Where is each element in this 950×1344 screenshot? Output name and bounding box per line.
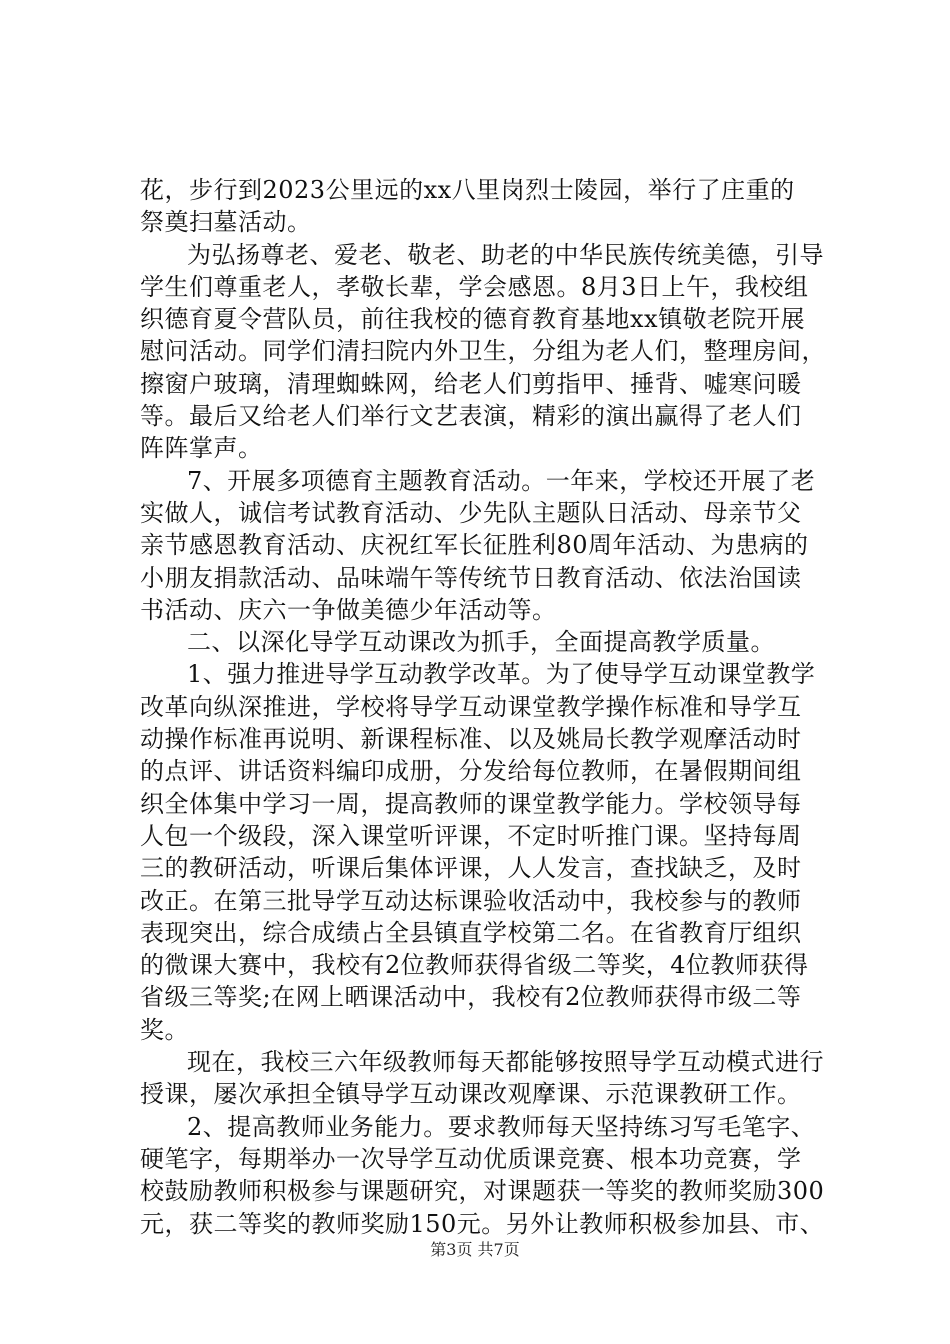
page-footer: 第3页 共7页: [430, 1240, 520, 1259]
text-line: 动操作标准再说明、新课程标准、以及姚局长教学观摩活动时: [140, 725, 802, 754]
text-line: 为弘扬尊老、爱老、敬老、助老的中华民族传统美德，引导: [187, 240, 824, 269]
text-line: 实做人，诚信考试教育活动、少先队主题队日活动、母亲节父: [140, 498, 802, 527]
text-line: 1、强力推进导学互动教学改革。为了使导学互动课堂教学: [187, 660, 816, 689]
text-line: 花，步行到2023公里远的xx八里岗烈士陵园，举行了庄重的: [140, 176, 795, 204]
text-line: 元，获二等奖的教师奖励150元。另外让教师积极参加县、市、: [140, 1209, 825, 1238]
text-line: 二、以深化导学互动课改为抓手，全面提高教学质量。: [187, 628, 775, 657]
text-line: 人包一个级段，深入课堂听评课，不定时听推门课。坚持每周: [140, 821, 802, 850]
text-line: 校鼓励教师积极参与课题研究，对课题获一等奖的教师奖励300: [140, 1177, 825, 1206]
text-line: 授课，屡次承担全镇导学互动课改观摩课、示范课教研工作。: [140, 1080, 802, 1109]
text-line: 等。最后又给老人们举行文艺表演，精彩的演出赢得了老人们: [140, 402, 802, 431]
text-line: 祭奠扫墓活动。: [140, 208, 312, 237]
text-line: 7、开展多项德育主题教育活动。一年来，学校还开展了老: [187, 466, 816, 495]
text-line: 书活动、庆六一争做美德少年活动等。: [140, 595, 557, 624]
text-line: 三的教研活动，听课后集体评课，人人发言，查找缺乏，及时: [140, 854, 802, 883]
text-line: 改正。在第三批导学互动达标课验收活动中，我校参与的教师: [140, 886, 802, 915]
text-line: 现在，我校三六年级教师每天都能够按照导学互动模式进行: [187, 1048, 824, 1077]
text-line: 表现突出，综合成绩占全县镇直学校第二名。在省教育厅组织: [140, 918, 802, 947]
text-line: 阵阵掌声。: [140, 434, 263, 463]
text-line: 擦窗户玻璃，清理蜘蛛网，给老人们剪指甲、捶背、嘘寒问暖: [140, 369, 802, 398]
text-line: 的微课大赛中，我校有2位教师获得省级二等奖，4位教师获得: [140, 951, 809, 980]
text-line: 硬笔字，每期举办一次导学互动优质课竞赛、根本功竞赛，学: [140, 1144, 802, 1173]
text-line: 织全体集中学习一周，提高教师的课堂教学能力。学校领导每: [140, 789, 802, 818]
text-line: 学生们尊重老人，孝敬长辈，学会感恩。8月3日上午，我校组: [140, 272, 809, 301]
text-line: 奖。: [140, 1015, 189, 1044]
text-line: 的点评、讲话资料编印成册，分发给每位教师，在暑假期间组: [140, 757, 802, 786]
text-line: 小朋友捐款活动、品味端午等传统节日教育活动、依法治国读: [140, 563, 802, 592]
document-body: [140, 174, 840, 1240]
text-line: 省级三等奖;在网上晒课活动中，我校有2位教师获得市级二等: [140, 983, 802, 1012]
text-line: 改革向纵深推进，学校将导学互动课堂教学操作标准和导学互: [140, 692, 802, 721]
text-line: 慰问活动。同学们清扫院内外卫生，分组为老人们，整理房间，: [140, 337, 826, 366]
text-line: 亲节感恩教育活动、庆祝红军长征胜利80周年活动、为患病的: [140, 531, 809, 560]
text-line: 织德育夏令营队员，前往我校的德育教育基地xx镇敬老院开展: [140, 305, 806, 334]
text-line: 2、提高教师业务能力。要求教师每天坚持练习写毛笔字、: [187, 1112, 816, 1141]
